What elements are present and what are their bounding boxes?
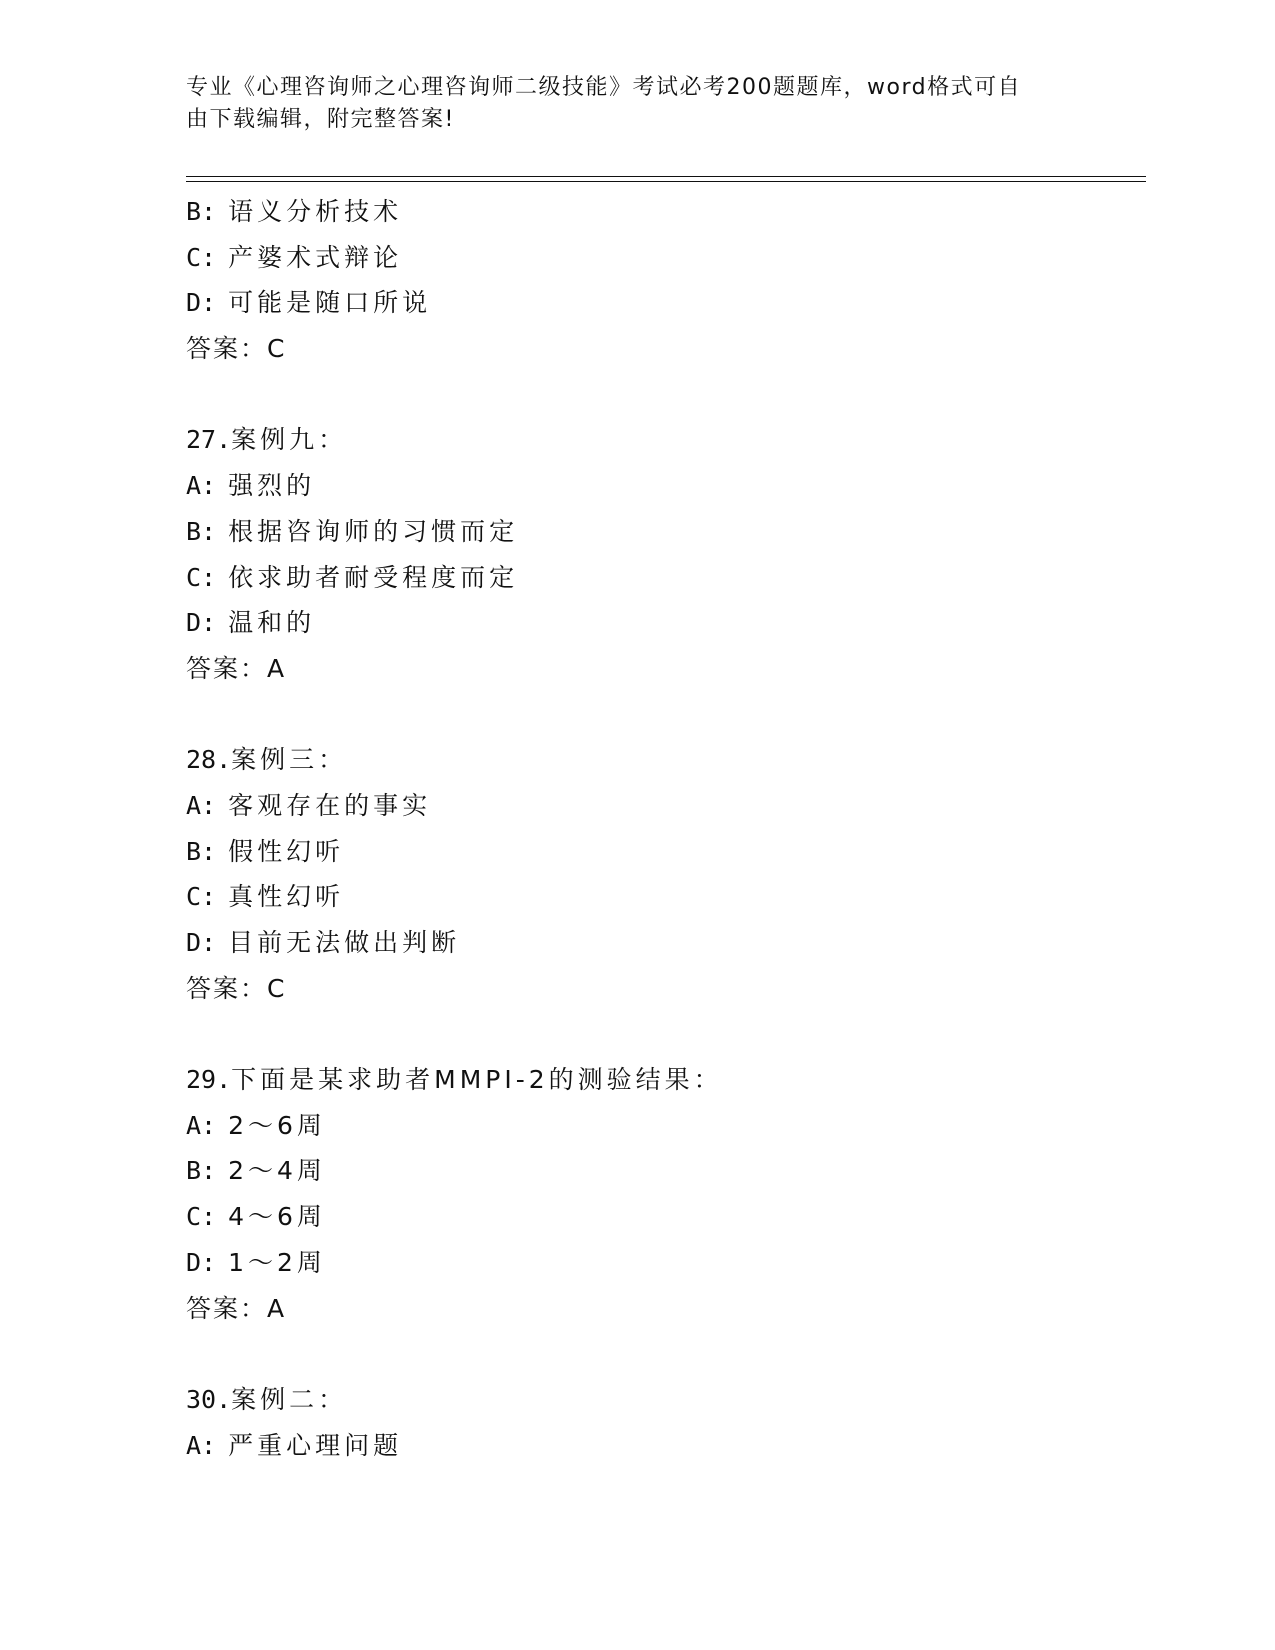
answer-line: 答案：A — [186, 653, 286, 683]
question-title: 29.下面是某求助者MMPI-2的测验结果： — [186, 1065, 723, 1095]
document-header — [186, 72, 1066, 136]
question-title: 28.案例三： — [186, 745, 348, 775]
header-divider-top — [186, 176, 1146, 177]
option-a: A: 强烈的 — [186, 471, 316, 501]
question-title: 27.案例九： — [186, 425, 348, 455]
answer-line: 答案：C — [186, 973, 286, 1003]
option-d: D: 可能是随口所说 — [186, 288, 432, 318]
spacer — [186, 1011, 1146, 1057]
option-b: B: 根据咨询师的习惯而定 — [186, 516, 519, 546]
header-divider-bottom — [186, 181, 1146, 182]
question-block-27 — [186, 417, 1146, 737]
option-c: C: 依求助者耐受程度而定 — [186, 562, 519, 592]
option-c: C: 4～6周 — [186, 1202, 326, 1232]
option-a: A: 2～6周 — [186, 1110, 326, 1140]
question-block-continued — [186, 189, 1146, 417]
option-c: C: 真性幻听 — [186, 882, 345, 912]
answer-line: 答案：A — [186, 1293, 286, 1323]
option-d: D: 目前无法做出判断 — [186, 928, 461, 957]
header-line-2: 由下载编辑，附完整答案! — [186, 107, 455, 132]
question-title: 30.案例二： — [186, 1384, 348, 1414]
spacer — [186, 1331, 1146, 1377]
option-b: B: 2～4周 — [186, 1156, 326, 1186]
answer-line: 答案：C — [186, 334, 286, 364]
option-a: A: 严重心理问题 — [186, 1430, 403, 1460]
question-block-30 — [186, 1377, 1146, 1468]
option-b: B: 语义分析技术 — [186, 197, 403, 226]
question-block-28 — [186, 737, 1146, 1057]
spacer — [186, 692, 1146, 738]
question-block-29 — [186, 1057, 1146, 1377]
question-list — [186, 189, 1146, 1468]
option-c: C: 产婆术式辩论 — [186, 242, 403, 272]
spacer — [186, 372, 1146, 418]
option-d: D: 温和的 — [186, 608, 316, 638]
header-line-1: 专业《心理咨询师之心理咨询师二级技能》考试必考200题题库，word格式可自 — [186, 75, 1022, 100]
option-d: D: 1～2周 — [186, 1247, 326, 1277]
option-a: A: 客观存在的事实 — [186, 790, 432, 820]
option-b: B: 假性幻听 — [186, 836, 345, 866]
